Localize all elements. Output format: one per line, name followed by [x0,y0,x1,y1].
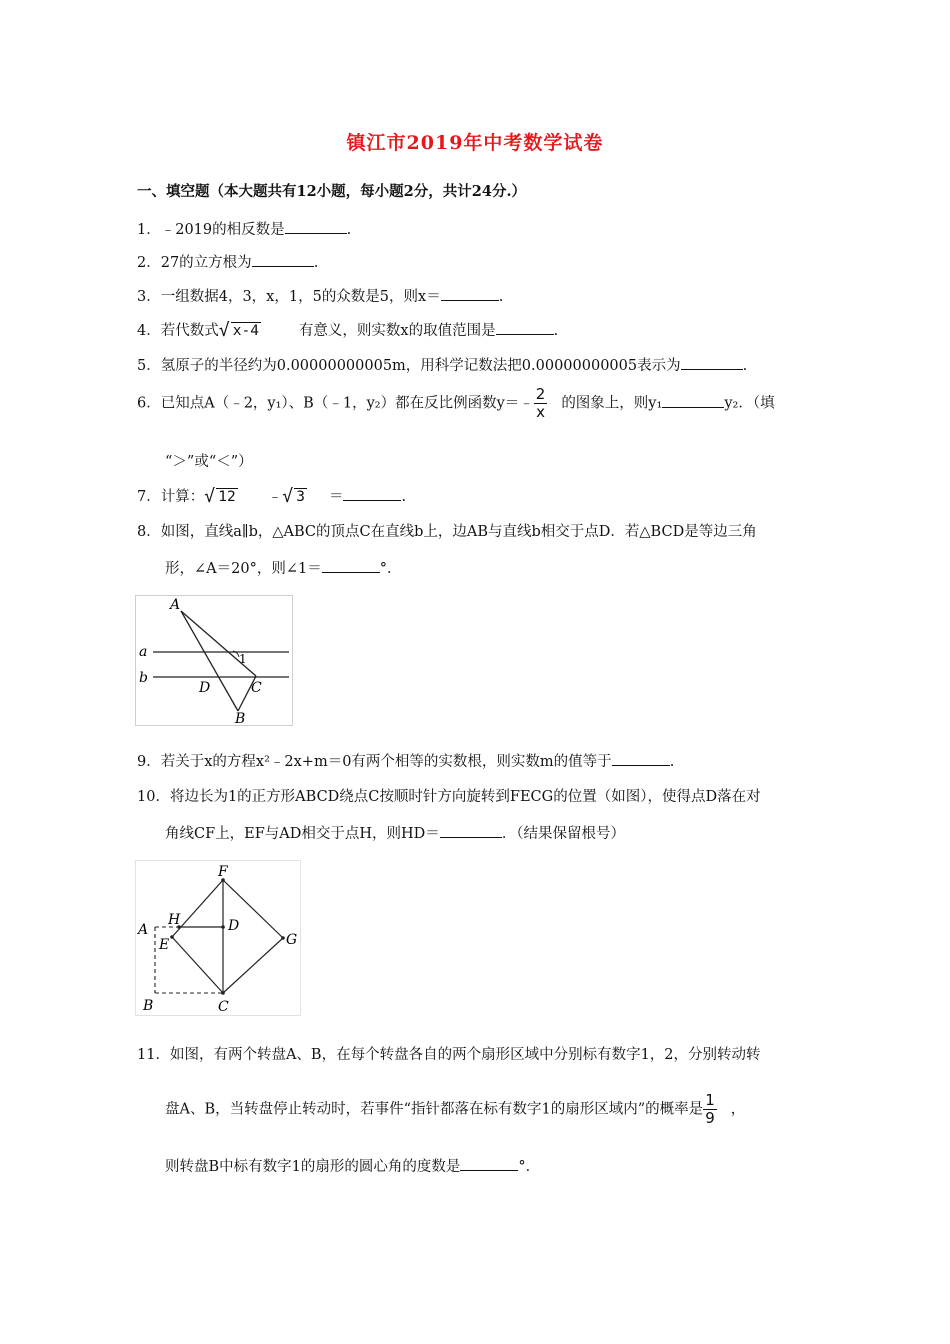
radicand: x-4 [232,323,259,339]
question-11 [137,1043,761,1064]
point-d [221,925,225,929]
figure-q8 [135,595,293,730]
question-number: 8． [137,524,161,540]
answer-blank[interactable] [252,252,314,267]
question-text: ﹣2019的相反数是 [160,222,285,238]
question-number: 2． [137,255,161,271]
question-number: 7． [137,489,161,505]
answer-blank[interactable] [440,823,502,838]
fraction-numerator: 2 [535,385,546,403]
label-a-vertex: A [170,597,181,613]
question-text: 将边长为1的正方形ABCD绕点C按顺时针方向旋转到FECG的位置（如图），使得点D落在对 [169,789,761,805]
question-text: 一组数据4，3，x，1，5的众数是5，则x＝ [160,289,441,305]
question-number: 5． [137,358,161,374]
question-text-end: ．（结果保留根号） [501,826,626,842]
answer-blank[interactable] [285,219,347,234]
label-c: C [218,999,229,1015]
answer-blank[interactable] [612,751,670,766]
answer-blank[interactable] [460,1156,518,1171]
question-text: 氢原子的半径约为0.00000000005m，用科学记数法把0.00000000005表示为 [160,358,681,374]
label-b-vertex: B [235,711,246,726]
point-c [221,991,225,995]
question-number: 3． [137,289,161,305]
question-text-end: . [401,489,407,505]
page-title: 镇江市2019年中考数学试卷 [346,132,604,154]
question-6-continued [165,450,253,471]
label-c: C [251,680,262,696]
label-h: H [168,912,181,928]
answer-blank[interactable] [322,558,380,573]
question-6 [137,386,775,421]
question-number: 1． [137,222,161,238]
fraction-denominator: 9 [705,1109,715,1127]
question-text: 盘A、B，当转盘停止转动时，若事件“指针都落在标有数字1的扇形区域内”的概率是 [165,1101,704,1118]
question-text: 已知点A（﹣2，y₁）、B（﹣1，y₂）都在反比例函数y＝﹣ [160,395,534,412]
figure-q10 [135,860,301,1020]
question-text-end: . [346,222,352,238]
question-text-end: . [313,255,319,271]
fraction-denominator: x [536,403,545,421]
point-e [170,935,174,939]
question-text: 若关于x的方程x²﹣2x+m＝0有两个相等的实数根，则实数m的值等于 [160,754,612,770]
radical-expression: √ 3 [282,486,305,507]
section-heading: 一、填空题（本大题共有12小题，每小题2分，共计24分.） [137,183,526,200]
radical-expression: √ x-4 [218,320,259,341]
label-b: B [143,998,154,1014]
label-d: D [228,918,240,934]
question-text: 则转盘B中标有数字1的扇形的圆心角的度数是 [165,1159,461,1175]
answer-blank[interactable] [662,393,724,408]
question-text-end: °． [379,561,402,577]
question-8 [137,520,757,541]
question-number: 4． [137,323,161,339]
question-9 [137,750,674,771]
question-text: 27的立方根为 [160,255,252,271]
label-d: D [199,680,211,696]
label-a: A [138,922,149,938]
question-text-end: . [553,323,559,339]
figure-q8-svg [135,595,293,726]
answer-blank[interactable] [496,320,554,335]
question-text-end: . [498,289,504,305]
question-text: 形，∠A＝20°，则∠1＝ [165,561,322,577]
question-text-end: °． [518,1159,541,1175]
question-1 [137,218,351,239]
question-text: 计算： [160,489,205,505]
fraction-numerator: 1 [705,1091,715,1109]
label-angle-1: 1 [239,652,247,666]
question-text-end: . [742,358,748,374]
label-g: G [286,932,298,948]
question-text: 角线CF上，EF与AD相交于点H，则HD＝ [165,826,440,842]
radical-expression: √ 12 [204,486,236,507]
question-text: 有意义，则实数x的取值范围是 [298,323,496,339]
question-2 [137,251,318,272]
question-7 [137,485,406,506]
radicand: 3 [296,489,305,505]
question-11-continued [165,1092,745,1127]
figure-border [136,596,293,726]
question-text: y₂．（填 [724,395,775,412]
label-line-a: a [139,644,148,660]
point-g [281,936,285,940]
question-text: 如图，有两个转盘A、B，在每个转盘各自的两个扇形区域中分别标有数字1，2，分别转动转 [169,1047,761,1063]
question-4 [137,319,558,340]
answer-blank[interactable] [681,355,743,370]
question-8-continued [165,557,401,578]
question-10 [137,785,761,806]
question-text: ， [730,1101,746,1118]
question-11-final [165,1155,540,1176]
question-text: “＞”或“＜”） [165,454,253,470]
fraction [703,1092,717,1127]
radicand: 12 [218,489,236,505]
minus-sign: ﹣ [267,489,283,505]
question-number: 11． [137,1047,170,1063]
fraction [534,386,548,421]
label-line-b: b [139,670,148,686]
answer-blank[interactable] [343,486,401,501]
figure-q10-svg [135,860,301,1016]
question-10-continued [165,822,625,843]
label-e: E [159,937,170,953]
question-text: 若代数式 [160,323,219,339]
equals-sign: ＝ [328,489,344,505]
label-f: F [218,864,228,880]
question-text: 的图象上，则y₁ [561,395,663,412]
question-text-end: . [669,754,675,770]
answer-blank[interactable] [441,286,499,301]
question-3 [137,285,503,306]
question-5 [137,354,747,375]
question-number: 9． [137,754,161,770]
question-text: 如图，直线a∥b，△ABC的顶点C在直线b上，边AB与直线b相交于点D．若△BCD是等边三角 [160,524,757,540]
question-number: 6． [137,395,161,412]
question-number: 10． [137,789,170,805]
